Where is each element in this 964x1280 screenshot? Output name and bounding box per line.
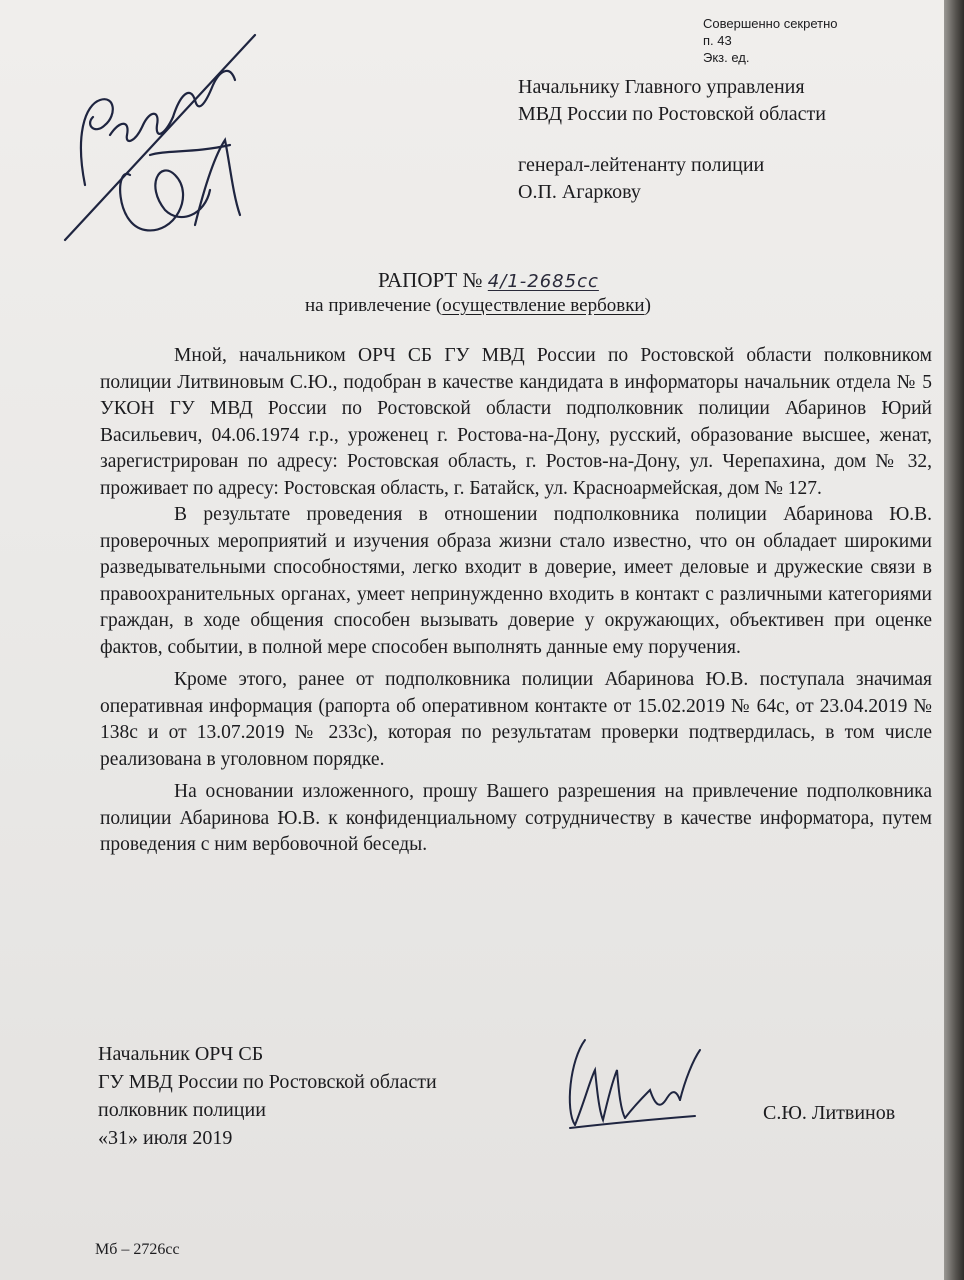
paragraph-3: Кроме этого, ранее от подполковника полиции Абаринова Ю.В. поступала значимая оперативная информация (рапорта об оперативном контакте от 15.02.2019 № 64с, от 23.04.2019 № 138с и от 13.07.2019 № 233с), которая по результатам проверки подтвердилась, в том числе реализована в уголовном порядке. bbox=[100, 669, 932, 770]
signature-block bbox=[98, 1040, 437, 1152]
addressee-line-2: МВД России по Ростовской области bbox=[518, 103, 826, 125]
signature-position-line-2: ГУ МВД России по Ростовской области bbox=[98, 1071, 437, 1093]
addressee-line-4: О.П. Агаркову bbox=[518, 181, 641, 203]
addressee-line-3: генерал-лейтенанту полиции bbox=[518, 154, 765, 176]
footer-reference: Мб – 2726сс bbox=[95, 1241, 180, 1258]
paragraph-1: Мной, начальником ОРЧ СБ ГУ МВД России по Ростовской области полковником полиции Литвиновым С.Ю., подобран в качестве кандидата в информаторы начальник отдела № 5 УКОН ГУ МВД России по Ростовской области подполковник полиции Абаринов Юрий Васильевич, 04.06.1974 г.р., уроженец г. Ростова-на-Дону, русский, образование высшее, женат, зарегистрирован по адресу: Ростовская область, г. Ростов-на-Дону, ул. Черепахина, дом № 32, проживает по адресу: Ростовская область, г. Батайск, ул. Красноармейская, дом № 127. bbox=[100, 345, 932, 499]
classification-line-1: Совершенно секретно bbox=[703, 16, 838, 31]
report-title-prefix: РАПОРТ № bbox=[378, 268, 483, 292]
report-subtitle-underlined: осуществление вербовки bbox=[442, 295, 645, 316]
signature-rank: полковник полиции bbox=[98, 1099, 266, 1121]
handwritten-signature bbox=[555, 1020, 705, 1130]
signature-position-line-1: Начальник ОРЧ СБ bbox=[98, 1043, 264, 1065]
addressee-line-1: Начальнику Главного управления bbox=[518, 76, 805, 98]
report-body bbox=[100, 343, 932, 859]
report-title bbox=[378, 268, 599, 293]
paragraph-4: На основании изложенного, прошу Вашего разрешения на привлечение подполковника полиции Абаринова Ю.В. к конфиденциальному сотрудничеству в качестве информатора, путем проведения с ним вербовочной беседы. bbox=[100, 781, 932, 855]
report-subtitle: на привлечение (осуществление вербовки) bbox=[305, 295, 651, 316]
signatory-name: С.Ю. Литвинов bbox=[763, 1102, 896, 1124]
classification-line-2: п. 43 bbox=[703, 33, 732, 48]
page-edge-background bbox=[944, 0, 964, 1280]
paragraph-2: В результате проведения в отношении подполковника полиции Абаринова Ю.В. проверочных мероприятий и изучения образа жизни стало известно, что он обладает широкими разведывательными способностями, легко входит в доверие, имеет деловые и дружеские связи в правоохранительных органах, умеет непринужденно входить в контакт с различными категориями граждан, в ходе общения способен вызывать доверие у окружающих, объективен при оценке фактов, событии, в полной мере способен выполнять данные ему поручения. bbox=[100, 504, 932, 658]
classification-line-3: Экз. ед. bbox=[703, 50, 750, 65]
addressee-block bbox=[518, 74, 826, 206]
classification-block bbox=[703, 15, 838, 66]
report-number-handwritten: 4/1-2685сс bbox=[487, 271, 599, 292]
signature-date: «31» июля 2019 bbox=[98, 1127, 233, 1149]
resolution-signature bbox=[55, 25, 255, 255]
